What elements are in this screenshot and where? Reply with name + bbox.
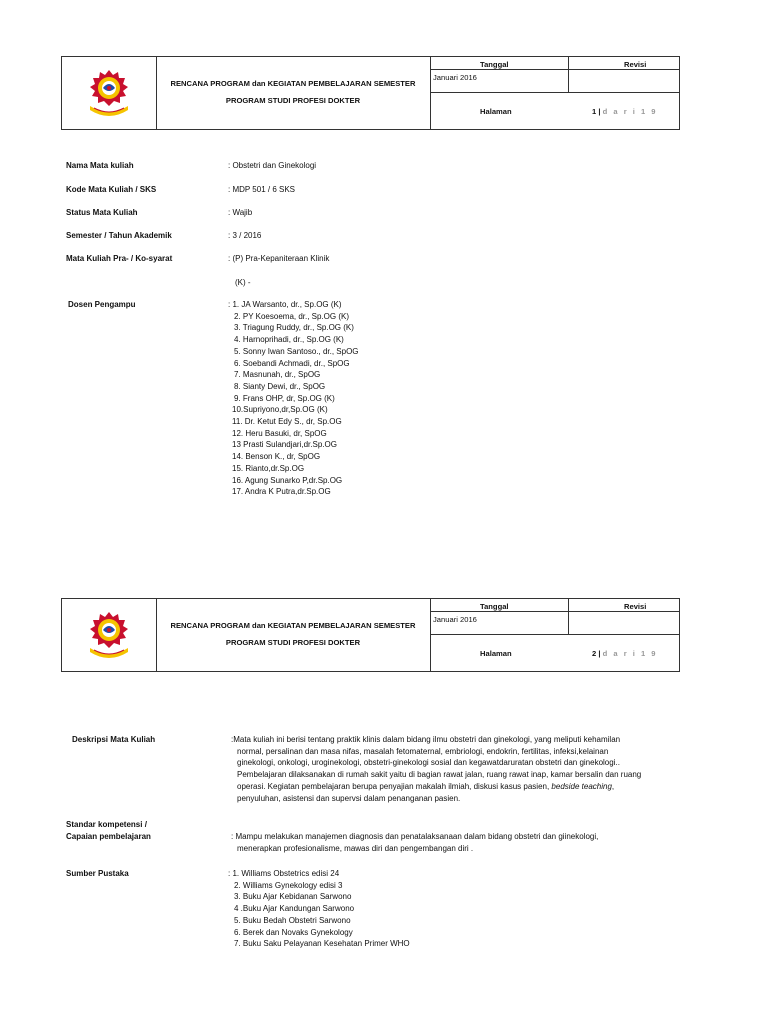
label-sumber-pustaka: Sumber Pustaka [66,869,129,878]
value-semester: : 3 / 2016 [228,231,262,240]
logo-cell [62,57,157,129]
deskripsi-line: Pembelajaran dilaksanakan di rumah sakit yaitu di bagian rawat jalan, ruang rawat inap, kamar bersalin dan ruang [237,770,642,780]
list-item: 2. PY Koesoema, dr., Sp.OG (K) [234,311,350,321]
list-item: 14. Benson K., dr, SpOG [232,452,321,462]
header-title-cell [156,599,431,671]
revisi-label: Revisi [624,602,647,611]
document-header-page-2 [61,598,680,672]
value-status-mata-kuliah: : Wajib [228,208,253,217]
list-item: 7. Buku Saku Pelayanan Kesehatan Primer WHO [234,939,410,949]
sumber-list [228,868,410,950]
university-logo-icon [84,608,134,663]
tanggal-label: Tanggal [480,60,509,69]
list-item: 15. Rianto,dr.Sp.OG [232,463,305,473]
tanggal-value: Januari 2016 [433,73,477,82]
page-total: d a r i 1 9 [602,649,658,658]
revisi-label: Revisi [624,60,647,69]
standar-line: menerapkan profesionalisme, mawas diri dan pengembangan diri . [237,843,474,853]
list-item: 5. Buku Bedah Obstetri Sarwono [234,915,351,925]
list-item: 7. Masnunah, dr., SpOG [234,370,321,380]
header-meta-cell [430,57,679,129]
header-title-line1: RENCANA PROGRAM dan KEGIATAN PEMBELAJARAN SEMESTER [170,79,416,88]
label-dosen-pengampu: Dosen Pengampu [68,300,136,309]
page-number: 1 [592,107,597,116]
header-title-line2: PROGRAM STUDI PROFESI DOKTER [225,96,361,105]
deskripsi-line [231,781,641,793]
header-title-line2: PROGRAM STUDI PROFESI DOKTER [225,638,361,647]
value-prasyarat-cont: (K) - [235,278,251,287]
page-separator: | [598,107,601,116]
deskripsi-line: normal, persalinan dan masa nifas, masalah fetomaternal, embriologi, endokrin, fertilitas, infeksi,kelainan [237,746,609,756]
page-separator: | [598,649,601,658]
list-item: 3. Triagung Ruddy, dr., Sp.OG (K) [234,323,354,333]
list-item: 16. Agung Sunarko P,dr.Sp.OG [232,475,343,485]
label-nama-mata-kuliah: Nama Mata kuliah [66,161,134,170]
label-status-mata-kuliah: Status Mata Kuliah [66,208,138,217]
label-standar-kompetensi: Standar kompetensi / [66,820,147,829]
dosen-list [228,299,359,498]
halaman-label: Halaman [480,107,512,116]
list-item: 3. Buku Ajar Kebidanan Sarwono [234,892,352,902]
header-title-line1: RENCANA PROGRAM dan KEGIATAN PEMBELAJARAN SEMESTER [170,621,416,630]
value-kode-mata-kuliah: : MDP 501 / 6 SKS [228,185,295,194]
label-deskripsi: Deskripsi Mata Kuliah [72,735,156,744]
value-nama-mata-kuliah: : Obstetri dan Ginekologi [228,161,317,170]
deskripsi-line: ginekologi, onkologi, uroginekologi, obstetri-ginekologi sosial dan kegawatdaruratan obstetri dan ginekologi.. [237,758,620,768]
list-item: 13 Prasti Sulandjari,dr.Sp.OG [232,440,337,450]
list-item: 4. Harnoprihadi, dr., Sp.OG (K) [234,335,344,345]
tanggal-label: Tanggal [480,602,509,611]
list-item: 4 .Buku Ajar Kandungan Sarwono [234,904,355,914]
header-meta-cell [430,599,679,671]
list-item: 9. Frans OHP, dr, Sp.OG (K) [234,393,335,403]
university-logo-icon [84,66,134,121]
deskripsi-line: :Mata kuliah ini berisi tentang praktik klinis dalam bidang ilmu obstetri dan ginekologi, yang meliputi kehamilan [231,735,621,744]
page-indicator [592,649,658,658]
label-prasyarat: Mata Kuliah Pra- / Ko-syarat [66,254,173,263]
deskripsi-line: penyuluhan, asistensi dan supervsi dalam penanganan pasien. [237,793,461,803]
list-item: 6. Berek dan Novaks Gynekology [234,927,353,937]
tanggal-value: Januari 2016 [433,615,477,624]
logo-cell [62,599,157,671]
deskripsi-text [231,734,641,804]
label-capaian-pembelajaran: Capaian pembelajaran [66,832,151,841]
list-item: 8. Sianty Dewi, dr., SpOG [234,381,326,391]
list-item: 2. Williams Gynekology edisi 3 [234,880,343,890]
list-item: 17. Andra K Putra,dr.Sp.OG [232,487,331,497]
deskripsi-line-suffix: , [611,781,615,791]
standar-text [231,831,598,854]
label-kode-mata-kuliah: Kode Mata Kuliah / SKS [66,185,157,194]
list-item: 5. Sonny Iwan Santoso., dr., SpOG [234,346,359,356]
list-item: 12. Heru Basuki, dr, SpOG [232,428,327,438]
list-item: 10.Supriyono,dr,Sp.OG (K) [232,405,328,415]
standar-line: : Mampu melakukan manajemen diagnosis dan penatalaksanaan dalam bidang obstetri dan giinekologi, [231,832,599,841]
list-item: 6. Soebandi Achmadi, dr., SpOG [234,358,350,368]
page-total: d a r i 1 9 [602,107,658,116]
halaman-label: Halaman [480,649,512,658]
page-number: 2 [592,649,597,658]
bedside-teaching-text: bedside teaching [551,781,612,791]
list-item: : 1. JA Warsanto, dr., Sp.OG (K) [228,300,342,309]
label-semester: Semester / Tahun Akademik [66,231,172,240]
header-title-cell [156,57,431,129]
page-indicator [592,107,658,116]
document-header-page-1 [61,56,680,130]
list-item: : 1. Williams Obstetrics edisi 24 [228,869,340,878]
value-prasyarat: : (P) Pra-Kepaniteraan Klinik [228,254,330,263]
deskripsi-line-prefix: operasi. Kegiatan pembelajaran berupa penyajian makalah ilmiah, diskusi kasus pasien, [237,781,552,791]
list-item: 11. Dr. Ketut Edy S., dr, Sp.OG [232,417,342,427]
